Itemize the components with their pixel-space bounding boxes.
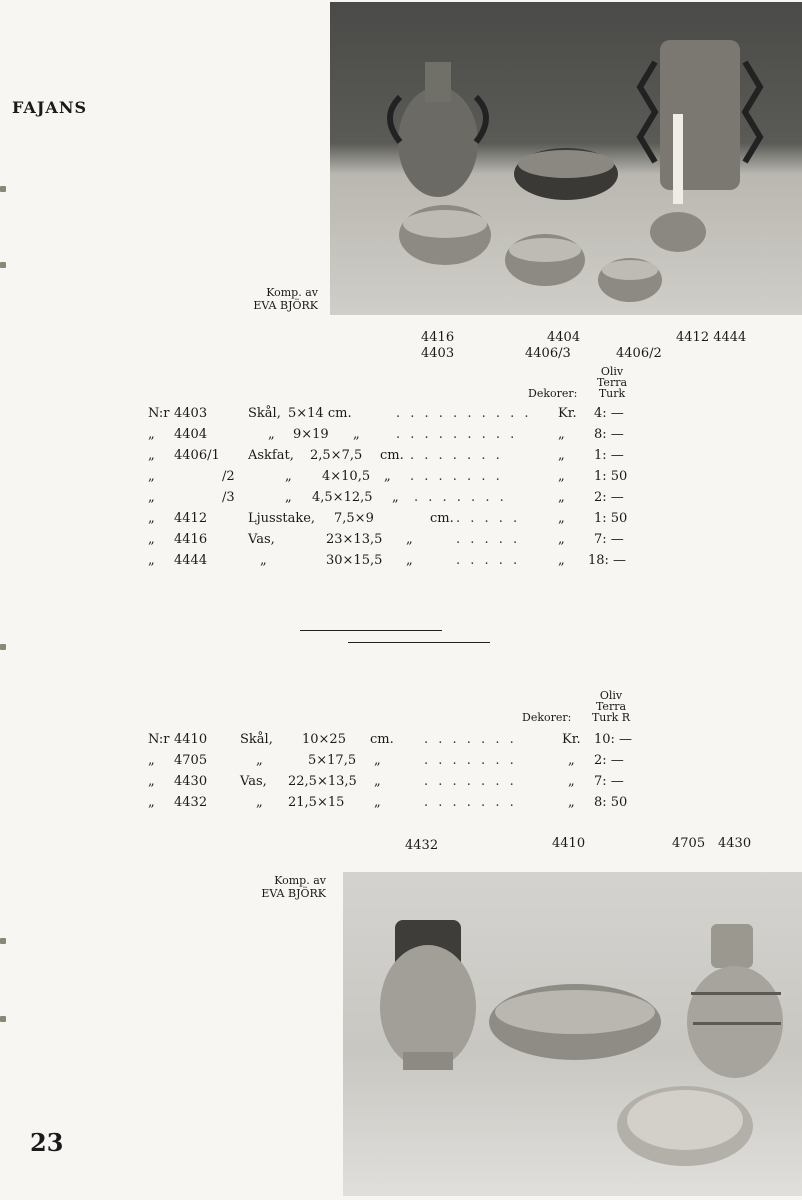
table-cell: „: [568, 774, 575, 789]
photo-ref: 4404: [547, 330, 581, 345]
credit-name: EVA BJÖRK: [261, 887, 326, 900]
page-heading: FAJANS: [12, 98, 87, 117]
table-cell: 4: —: [594, 406, 624, 421]
table-cell: „: [384, 469, 391, 484]
decor-colors-top: [594, 366, 630, 399]
table-cell: „: [148, 795, 155, 810]
table-cell: 4430: [174, 774, 208, 789]
table-cell: „: [558, 532, 565, 547]
table-cell: N:r: [148, 406, 170, 421]
photo-credit-bottom: [240, 874, 326, 900]
table-cell: . . . . . . .: [410, 469, 503, 484]
table-cell: . . . . . . . . .: [396, 427, 518, 442]
table-row: [148, 730, 648, 749]
table-cell: 4406/1: [174, 448, 220, 463]
table-cell: 5×14 cm.: [288, 406, 352, 421]
table-cell: 8: —: [594, 427, 624, 442]
table-cell: 5×17,5: [308, 753, 357, 768]
bottom-product-photo: [343, 872, 802, 1196]
table-cell: „: [568, 753, 575, 768]
table-cell: 10×25: [302, 732, 346, 747]
credit-label: Komp. av: [266, 286, 318, 299]
table-cell: 4416: [174, 532, 208, 547]
table-cell: 30×15,5: [326, 553, 383, 568]
table-cell: 2: —: [594, 753, 624, 768]
table-cell: „: [148, 532, 155, 547]
table-cell: 1: —: [594, 448, 624, 463]
punch-mark: [0, 644, 6, 650]
decor-color: Turk R: [591, 711, 631, 724]
photo-ref: 4430: [718, 836, 752, 851]
table-row: [148, 551, 648, 570]
table-cell: /2: [222, 469, 235, 484]
decor-colors-bottom: [588, 690, 634, 723]
photo-ref: 4416: [421, 330, 455, 345]
table-cell: „: [353, 427, 360, 442]
table-cell: /3: [222, 490, 235, 505]
table-cell: „: [260, 553, 267, 568]
table-cell: 9×19: [293, 427, 329, 442]
table-cell: Kr.: [562, 732, 581, 747]
credit-label: Komp. av: [274, 874, 326, 887]
table-cell: 4412: [174, 511, 208, 526]
table-cell: 2,5×7,5: [310, 448, 363, 463]
table-cell: 4×10,5: [322, 469, 371, 484]
table-cell: „: [285, 469, 292, 484]
photo-ref: 4410: [552, 836, 586, 851]
table-cell: Kr.: [558, 406, 577, 421]
price-table-bottom: [0, 730, 802, 820]
page-number: 23: [30, 1128, 64, 1157]
table-cell: 1: 50: [594, 511, 628, 526]
table-cell: 4410: [174, 732, 208, 747]
photo-ref: 4406/3: [525, 346, 571, 361]
table-cell: Skål,: [248, 406, 281, 421]
decor-color: Oliv: [599, 689, 623, 702]
decor-label-top: Dekorer:: [528, 387, 578, 400]
table-cell: 22,5×13,5: [288, 774, 357, 789]
table-cell: „: [148, 753, 155, 768]
table-cell: „: [406, 553, 413, 568]
decor-color: Terra: [595, 700, 627, 713]
table-cell: . . . . .: [456, 511, 521, 526]
table-cell: „: [374, 795, 381, 810]
table-cell: „: [148, 511, 155, 526]
table-cell: N:r: [148, 732, 170, 747]
table-cell: „: [392, 490, 399, 505]
photo-ref: 4432: [405, 838, 439, 853]
table-cell: Ljusstake,: [248, 511, 316, 526]
table-cell: 4432: [174, 795, 208, 810]
table-cell: „: [406, 532, 413, 547]
table-cell: 4705: [174, 753, 208, 768]
table-cell: „: [148, 774, 155, 789]
divider-rule: [348, 642, 490, 643]
table-cell: „: [256, 795, 263, 810]
table-cell: . . . . . . .: [424, 795, 517, 810]
table-cell: . . . . . . .: [410, 448, 503, 463]
table-row: [148, 467, 648, 486]
table-row: [148, 793, 648, 812]
table-row: [148, 772, 648, 791]
price-table-top: [0, 404, 802, 574]
table-cell: 4403: [174, 406, 208, 421]
photo-ref: 4705: [672, 836, 706, 851]
table-cell: „: [285, 490, 292, 505]
table-row: [148, 751, 648, 770]
punch-mark: [0, 186, 6, 192]
decor-label-bottom: Dekorer:: [522, 711, 572, 724]
table-row: [148, 488, 648, 507]
table-cell: cm.: [370, 732, 394, 747]
table-cell: . . . . .: [456, 553, 521, 568]
table-row: [148, 446, 648, 465]
table-cell: „: [374, 774, 381, 789]
punch-mark: [0, 1016, 6, 1022]
table-cell: „: [558, 553, 565, 568]
table-cell: cm.: [430, 511, 454, 526]
table-cell: „: [148, 490, 155, 505]
table-cell: 4444: [174, 553, 208, 568]
table-row: [148, 530, 648, 549]
photo-ref: 4403: [421, 346, 455, 361]
table-cell: . . . . .: [456, 532, 521, 547]
table-row: [148, 404, 648, 423]
table-cell: „: [268, 427, 275, 442]
table-cell: 7,5×9: [334, 511, 374, 526]
punch-mark: [0, 938, 6, 944]
table-cell: „: [148, 448, 155, 463]
punch-mark: [0, 262, 6, 268]
table-cell: cm.: [380, 448, 404, 463]
table-cell: . . . . . . .: [424, 774, 517, 789]
table-cell: „: [374, 753, 381, 768]
table-cell: „: [148, 427, 155, 442]
table-cell: „: [558, 427, 565, 442]
decor-color: Oliv: [600, 365, 624, 378]
table-cell: 23×13,5: [326, 532, 383, 547]
photo-ref: 4406/2: [616, 346, 662, 361]
table-cell: „: [558, 511, 565, 526]
table-cell: . . . . . . .: [414, 490, 507, 505]
table-cell: 1: 50: [594, 469, 628, 484]
decor-color: Terra: [596, 376, 628, 389]
table-cell: . . . . . . .: [424, 732, 517, 747]
decor-color: Turk: [598, 387, 626, 400]
table-row: [148, 509, 648, 528]
table-cell: 4404: [174, 427, 208, 442]
table-cell: „: [558, 469, 565, 484]
table-cell: 10: —: [594, 732, 633, 747]
table-cell: 7: —: [594, 774, 624, 789]
table-cell: 18: —: [588, 553, 627, 568]
table-cell: . . . . . . .: [424, 753, 517, 768]
table-cell: Vas,: [248, 532, 275, 547]
table-cell: „: [558, 490, 565, 505]
photo-ref: 4412 4444: [676, 330, 747, 345]
photo-credit-top: [232, 286, 318, 312]
table-cell: 2: —: [594, 490, 624, 505]
table-cell: 21,5×15: [288, 795, 345, 810]
table-cell: Vas,: [240, 774, 267, 789]
table-cell: 8: 50: [594, 795, 628, 810]
table-cell: . . . . . . . . . .: [396, 406, 532, 421]
table-cell: „: [558, 448, 565, 463]
table-cell: 7: —: [594, 532, 624, 547]
table-row: [148, 425, 648, 444]
table-cell: „: [148, 469, 155, 484]
table-cell: „: [256, 753, 263, 768]
table-cell: 4,5×12,5: [312, 490, 373, 505]
table-cell: Skål,: [240, 732, 273, 747]
divider-rule: [300, 630, 442, 631]
table-cell: Askfat,: [248, 448, 294, 463]
credit-name: EVA BJÖRK: [253, 299, 318, 312]
top-product-photo: [330, 2, 802, 315]
table-cell: „: [568, 795, 575, 810]
table-cell: „: [148, 553, 155, 568]
